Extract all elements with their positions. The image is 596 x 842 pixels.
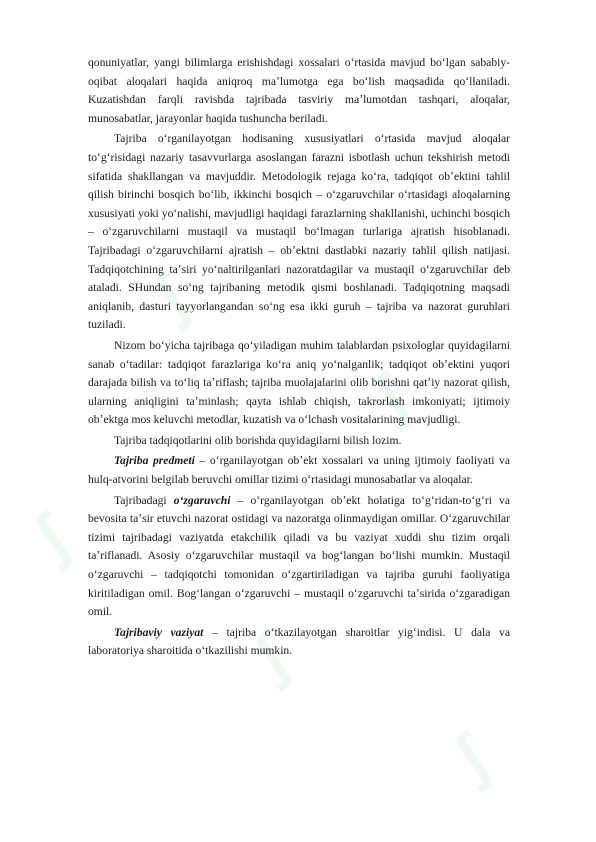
paragraph-text: Tajriba oʻrganilayotgan hodisaning xususiyatlari oʻrtasida mavjud aloqalar toʻgʻrisidagi nazariy tasavvurlarga asoslangan farazni isbotlash uchun tekshirish metodi sifatida shakllangan va mavjuddir. Metodologik rejaga koʻra, tadqiqot obʼektini tahlil qilish birinchi bosqich boʻlib, ikkinchi bosqich – oʻzgaruvchilar oʻrtasidagi aloqalarning xususiyati yoki yoʻnalishi, mavjudligi haqidagi farazlarning shakllanishi, uchinchi bosqich – oʻzgaruvchilarni mustaqil va mustaqil boʻlmagan turlariga ajratish hisoblanadi. Tajribadagi oʻzgaruvchilarni ajratish – obʼektni dastlabki nazariy tahlil qilish natijasi. Tadqiqotchining taʼsiri yoʻnaltirilganlari nazoratdagilar va mustaqil oʻzgaruvchilar deb ataladi. SHundan soʻng tajribaning metodik qismi boshlanadi. Tadqiqotning maqsadi aniqlanib, dasturi tayyorlangandan soʻng esa ikki guruh – tajriba va nazorat guruhlari tuziladi. — [88, 132, 510, 332]
watermark-logo: ʃ — [21, 501, 81, 573]
definition-lead: Tajribadagi — [114, 493, 174, 507]
document-page — [88, 54, 510, 663]
definition-ozgaruvchi — [88, 492, 510, 622]
watermark-logo — [0, 151, 1, 224]
definition-term: Tajribaviy vaziyat — [114, 625, 204, 639]
watermark-logo: ʃ — [441, 721, 501, 793]
definition-text: – oʻrganilayotgan obʼekt holatiga toʻgʻridan-toʻgʻri va bevosita taʼsir etuvchi nazorat ostidagi va nazoratga olinmaydigan omillar. Oʻzgaruvchilar tizimi tajribadagi vaziyatda etakchilik qiladi va bu vaziyat xuddi shu tizim orqali taʼriflanadi. Asosiy oʻzgaruvchilar mustaqil va bogʻlangan boʻlishi mumkin. Mustaqil oʻzgaruvchi – tadqiqotchi tomonidan oʻzgartiriladigan va tajriba guruhi faoliyatiga kiritiladigan omil. Bogʻlangan oʻzgaruvchi – mustaqil oʻzgaruvchi taʼsirida oʻzgaradigan omil. — [88, 493, 510, 619]
paragraph-intro — [88, 432, 510, 451]
watermark-logo: ʃ — [241, 621, 301, 693]
paragraph-text: Nizom boʻyicha tajribaga qoʻyiladigan muhim talablardan psixologlar quyidagilarni sanab oʻtadilar: tadqiqot farazlariga koʻra aniq yoʻnalganlik; tadqiqot obʼektini yuqori darajada bilish va toʻliq taʼriflash; tajriba muolajalarini olib borishni qatʼiy nazorat qilish, ularning aniqligini taʼminlash; qayta ishlab chiqish, takrorlash imkoniyati; ijtimoiy obʼektga mos keluvchi metodlar, kuzatish va oʻlchash vositalarining mavjudligi. — [88, 338, 510, 427]
definition-text: – oʻrganilayotgan obʼekt xossalari va uning ijtimoiy faoliyati va hulq-atvorini belgilab beruvchi omillar tizimi oʻrtasidagi munosabatlar va aloqalar. — [88, 454, 511, 487]
paragraph-requirements — [88, 337, 510, 430]
definition-text: – tajriba oʻtkazilayotgan sharoitlar yigʻindisi. U dala va laboratoriya sharoitida oʻtkazilishi mumkin. — [88, 625, 510, 658]
definition-term: Tajriba predmeti — [114, 454, 195, 468]
definition-tajribaviy-vaziyat — [88, 624, 510, 661]
definition-tajriba-predmeti — [88, 452, 510, 489]
paragraph-tajriba-method — [88, 130, 510, 335]
watermark-logo: ʃ — [361, 361, 421, 433]
paragraph-continuation — [88, 54, 510, 128]
watermark-logo: ʃ — [141, 261, 201, 333]
paragraph-text: Tajriba tadqiqotlarini olib borishda quyidagilarni bilish lozim. — [114, 433, 402, 447]
paragraph-text: qonuniyatlar, yangi bilimlarga erishishdagi xossalari oʻrtasida mavjud boʻlgan sababiy-oqibat aloqalari haqida aniqroq maʼlumotga ega boʻlish maqsadida qoʻllaniladi. Kuzatishdan farqli ravishda tajribada tasviriy maʼlumotdan tashqari, aloqalar, munosabatlar, jarayonlar haqida tushuncha beriladi. — [88, 56, 510, 125]
definition-term: oʻzgaruvchi — [173, 493, 231, 507]
